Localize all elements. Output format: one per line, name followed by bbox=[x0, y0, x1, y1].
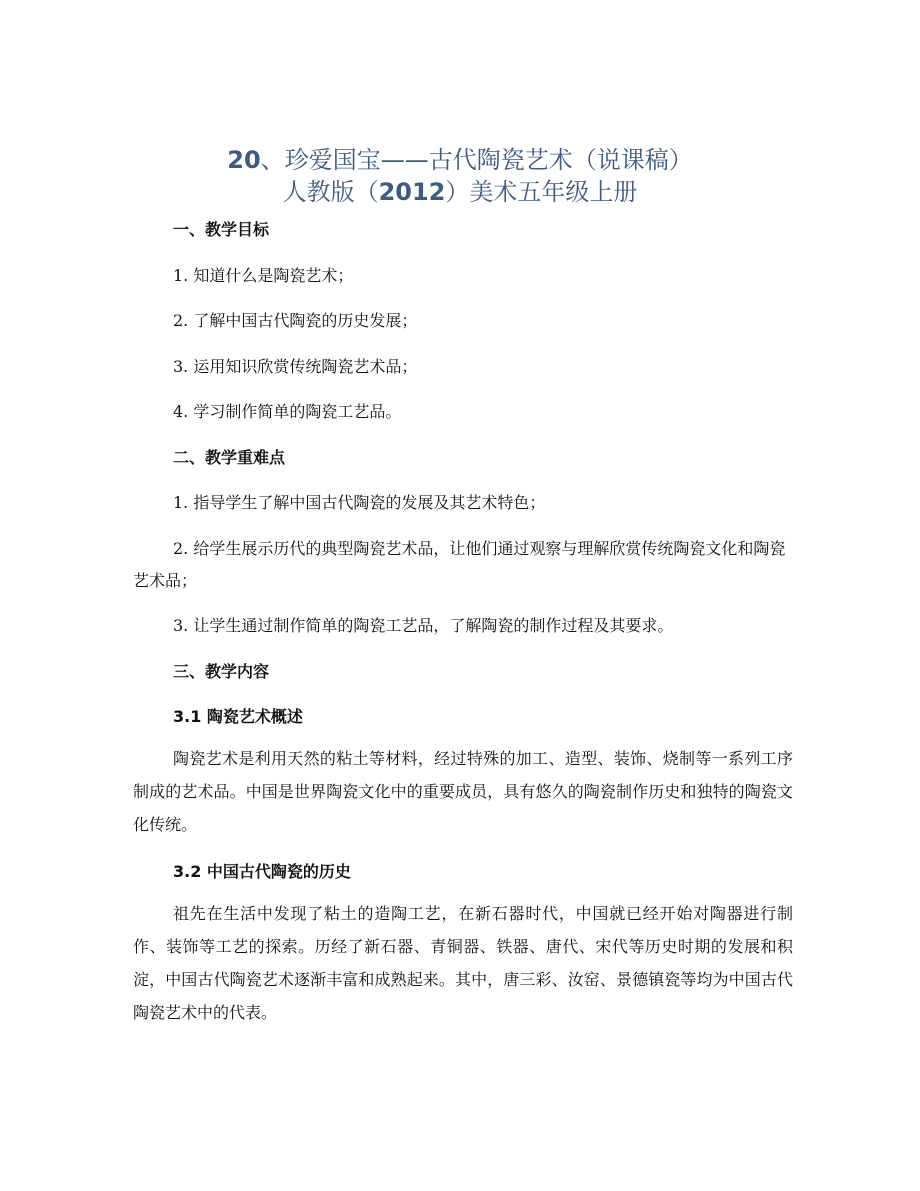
subsection-heading-history: 3.2 中国古代陶瓷的历史 bbox=[173, 862, 351, 881]
title-text: 、珍爱国宝——古代陶瓷艺术（说课稿） bbox=[260, 146, 693, 174]
section-heading-content: 三、教学内容 bbox=[173, 662, 270, 681]
document-title-line2 bbox=[0, 176, 920, 208]
overview-paragraph: 陶瓷艺术是利用天然的粘土等材料，经过特殊的加工、造型、装饰、烧制等一系列工序制成的艺术品。中国是世界陶瓷文化中的重要成员，具有悠久的陶瓷制作历史和独特的陶瓷文化传统。 bbox=[133, 749, 793, 834]
document-title-line1 bbox=[0, 144, 920, 176]
title-line2-prefix: 人教版（ bbox=[282, 178, 379, 206]
subsection-heading-overview: 3.1 陶瓷艺术概述 bbox=[173, 707, 303, 726]
key-point-item: 2. 给学生展示历代的典型陶瓷艺术品，让他们通过观察与理解欣赏传统陶瓷文化和陶瓷艺术品； bbox=[133, 539, 786, 590]
title-line2-suffix: ）美术五年级上册 bbox=[445, 178, 638, 206]
objective-item: 3. 运用知识欣赏传统陶瓷艺术品； bbox=[173, 357, 418, 376]
section-heading-key-points: 二、教学重难点 bbox=[173, 448, 286, 467]
objective-item: 1. 知道什么是陶瓷艺术； bbox=[173, 266, 354, 285]
history-paragraph: 祖先在生活中发现了粘土的造陶工艺，在新石器时代，中国就已经开始对陶器进行制作、装饰等工艺的探索。历经了新石器、青铜器、铁器、唐代、宋代等历史时期的发展和积淀，中国古代陶瓷艺术逐渐丰富和成熟起来。其中，唐三彩、汝窑、景德镇瓷等均为中国古代陶瓷艺术中的代表。 bbox=[133, 904, 793, 1022]
key-point-item: 3. 让学生通过制作简单的陶瓷工艺品，了解陶瓷的制作过程及其要求。 bbox=[173, 616, 674, 635]
key-point-item: 1. 指导学生了解中国古代陶瓷的发展及其艺术特色； bbox=[173, 493, 546, 512]
title-year: 2012 bbox=[378, 178, 446, 206]
section-heading-objectives: 一、教学目标 bbox=[173, 220, 270, 239]
title-number: 20 bbox=[227, 146, 261, 174]
objective-item: 4. 学习制作简单的陶瓷工艺品。 bbox=[173, 402, 402, 421]
objective-item: 2. 了解中国古代陶瓷的历史发展； bbox=[173, 311, 418, 330]
